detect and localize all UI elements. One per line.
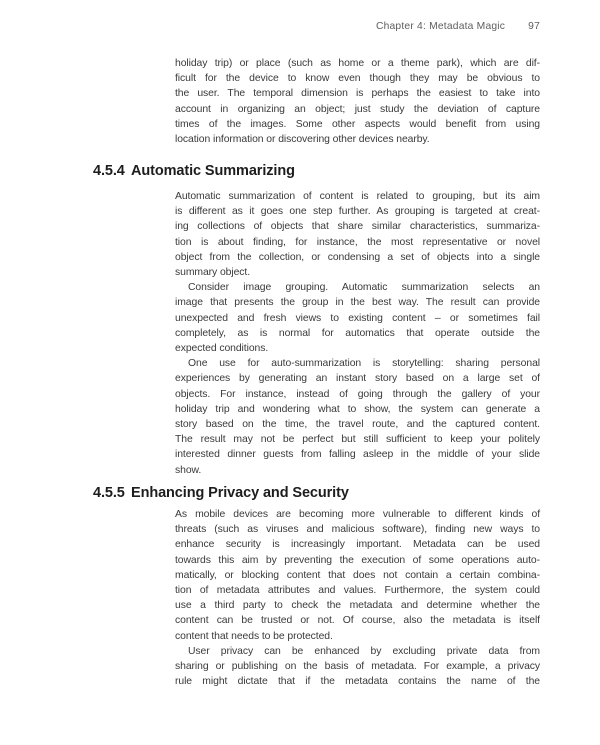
- paragraph: [175, 507, 540, 644]
- text-line: image that presents the group in the best way. The result can provide: [175, 297, 540, 309]
- text-line: content can be trusted or not. Of course, also the metadata is itself: [175, 615, 540, 627]
- text-line: tion is about finding, for instance, the most representative or novel: [175, 236, 540, 248]
- section-title: Automatic Summarizing: [131, 163, 295, 179]
- running-header: [0, 21, 540, 32]
- text-line: sharing or publishing on the basis of metadata. For example, a privacy: [175, 661, 540, 673]
- page-number: 97: [528, 21, 540, 32]
- text-line: Consider image grouping. Automatic summarization selects an: [188, 282, 540, 294]
- text-line: interested dinner guests from falling asleep in the middle of your slide: [175, 449, 540, 461]
- section-heading-4-5-5: [93, 485, 560, 501]
- text-line: object from the collection, or condensing a set of objects into a single: [175, 251, 540, 263]
- text-line: unexpected and fresh views to existing content – or sometimes fail: [175, 312, 540, 324]
- text-line: location information or discovering other devices nearby.: [175, 134, 430, 146]
- section-body-4-5-5: [175, 507, 540, 689]
- text-line: As mobile devices are becoming more vulnerable to different kinds of: [175, 509, 540, 520]
- paragraph: [175, 356, 540, 478]
- intro-paragraph: [175, 56, 540, 147]
- text-line: threats (such as viruses and malicious software), finding new ways to: [175, 524, 540, 536]
- text-line: ing collections of objects that share similar characteristics, summariza-: [175, 221, 540, 233]
- text-line: content that needs to be protected.: [175, 630, 333, 642]
- text-line: rule might dictate that if the metadata contains the name of the: [175, 676, 540, 688]
- paragraph: [175, 644, 540, 690]
- chapter-title: Chapter 4: Metadata Magic: [375, 21, 506, 32]
- text-line: show.: [175, 464, 202, 476]
- section-number: 4.5.4: [93, 163, 125, 179]
- section-number: 4.5.5: [93, 485, 125, 501]
- paragraph: [175, 280, 540, 356]
- text-line: objects. For instance, instead of going through the gallery of your: [175, 388, 540, 400]
- text-line: expected conditions.: [175, 343, 269, 355]
- text-line: the user. The temporal dimension is perhaps the easiest to take into: [175, 88, 540, 100]
- text-line: completely, as is normal for automatics that operate outside the: [175, 327, 540, 339]
- text-line: The result may not be perfect but still sufficient to keep your politely: [175, 434, 540, 446]
- text-line: tion of metadata attributes and values. Furthermore, the system could: [175, 585, 540, 597]
- text-line: summary object.: [175, 267, 251, 279]
- text-line: One use for auto-summarization is storytelling: sharing personal: [188, 358, 540, 370]
- paragraph: [175, 189, 540, 280]
- text-line: towards this aim by preventing the execution of some operations auto-: [175, 554, 540, 566]
- text-line: experiences by generating an instant story based on a large set of: [175, 373, 540, 385]
- text-line: holiday trip and wondering what to show, the system can generate a: [175, 403, 540, 415]
- section-title: Enhancing Privacy and Security: [131, 485, 349, 501]
- text-line: enhance security is increasingly important. Metadata can be used: [175, 539, 540, 551]
- text-line: story based on the time, the travel route, and the captured content.: [175, 419, 540, 431]
- text-line: Automatic summarization of content is related to grouping, but its aim: [175, 191, 540, 202]
- text-line: ficult for the device to know even though they may be obvious to: [175, 73, 540, 85]
- text-line: is different as it goes one step further. As grouping is targeted at creat-: [175, 206, 540, 218]
- text-line: holiday trip) or place (such as home or a theme park), which are dif-: [175, 58, 540, 69]
- section-heading-4-5-4: [93, 163, 560, 179]
- text-line: matically, or blocking content that does not contain a certain combina-: [175, 569, 540, 581]
- text-line: account in organizing an object; just study the deviation of capture: [175, 103, 540, 115]
- text-line: use a third party to check the metadata and determine whether the: [175, 600, 540, 612]
- section-body-4-5-4: [175, 189, 540, 478]
- text-line: User privacy can be enhanced by excluding private data from: [188, 645, 540, 657]
- text-line: times of the images. Some other aspects would benefit from using: [175, 118, 540, 130]
